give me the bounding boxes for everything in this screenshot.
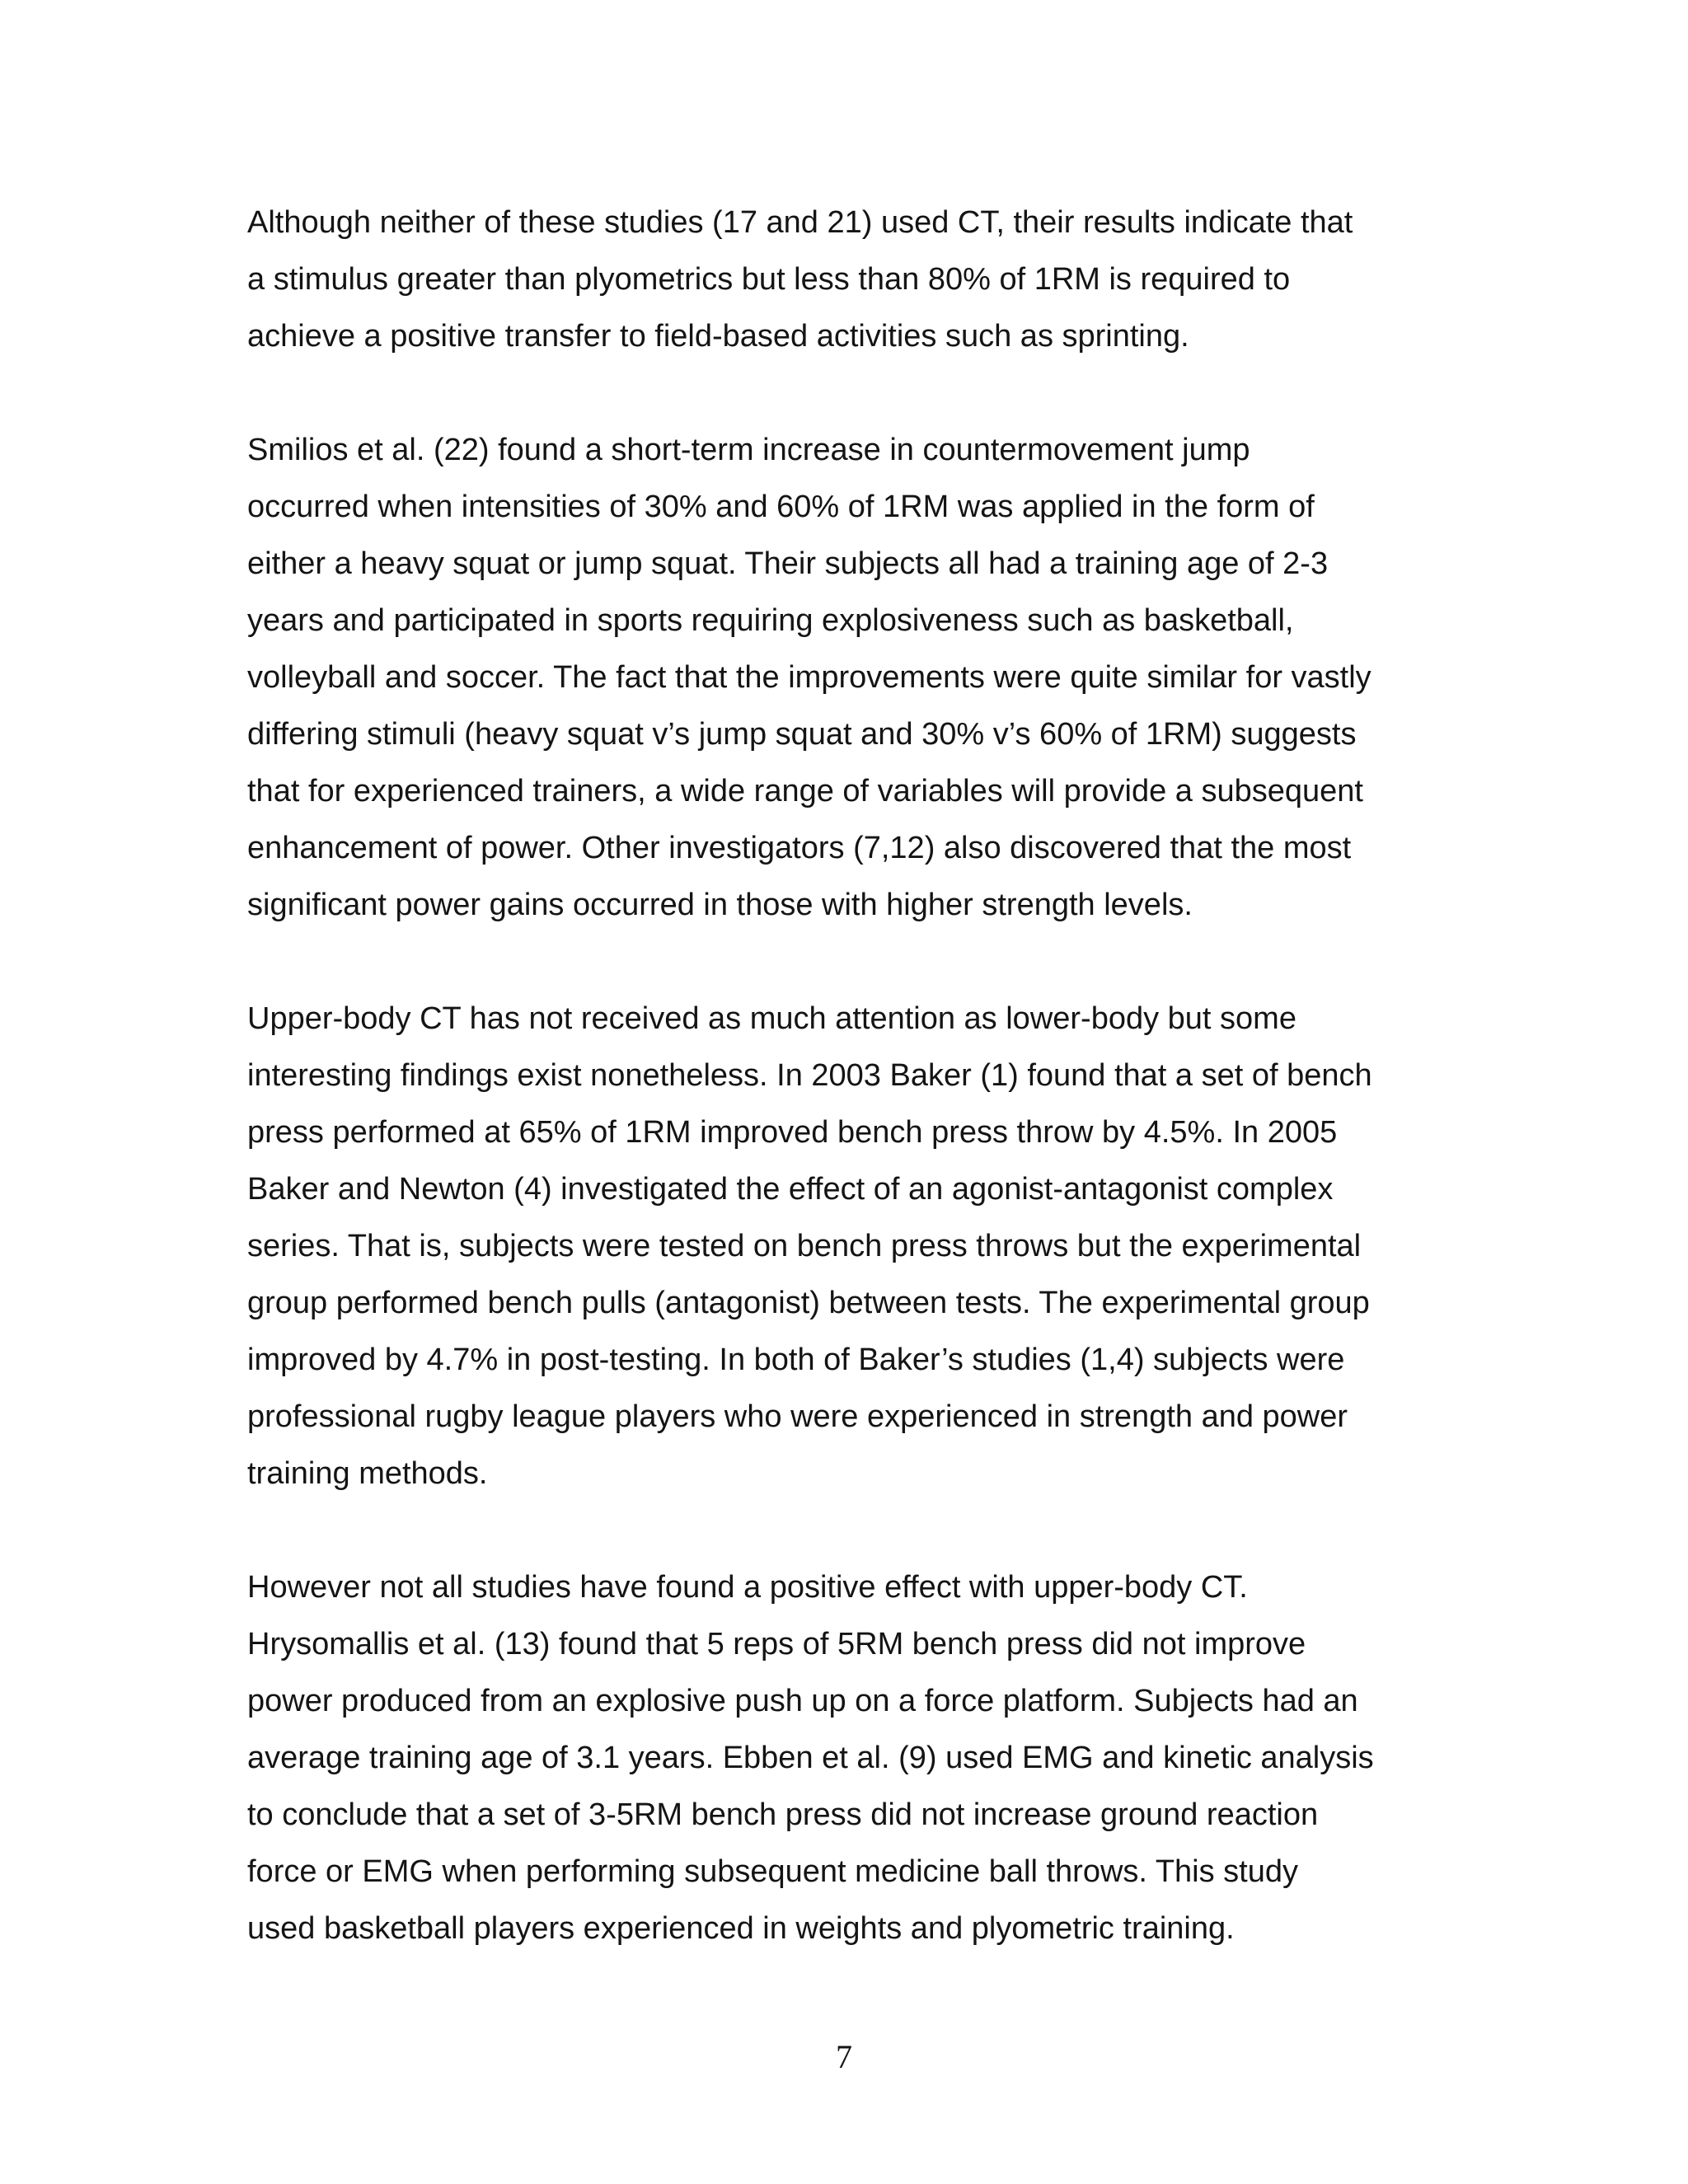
text-line: press performed at 65% of 1RM improved bench press throw by 4.5%. In 2005 (247, 1115, 1338, 1150)
text-line: interesting findings exist nonetheless. In 2003 Baker (1) found that a set of bench (247, 1058, 1372, 1093)
text-line: occurred when intensities of 30% and 60% of 1RM was applied in the form of (247, 490, 1315, 524)
text-line: series. That is, subjects were tested on bench press throws but the experimental (247, 1229, 1362, 1263)
text-line: used basketball players experienced in weights and plyometric training. (247, 1911, 1235, 1946)
text-line: training methods. (247, 1456, 488, 1491)
text-line: Upper-body CT has not received as much attention as lower-body but some (247, 1001, 1296, 1036)
body-text (247, 194, 1451, 1957)
text-line: achieve a positive transfer to field-based activities such as sprinting. (247, 319, 1189, 354)
text-line: improved by 4.7% in post-testing. In both of Baker’s studies (1,4) subjects were (247, 1343, 1345, 1377)
text-line: enhancement of power. Other investigators (7,12) also discovered that the most (247, 831, 1352, 865)
text-line: professional rugby league players who were experienced in strength and power (247, 1399, 1348, 1434)
text-line: force or EMG when performing subsequent medicine ball throws. This study (247, 1854, 1299, 1889)
text-line: to conclude that a set of 3-5RM bench press did not increase ground reaction (247, 1797, 1319, 1832)
text-line: volleyball and soccer. The fact that the improvements were quite similar for vastly (247, 660, 1372, 695)
text-line: power produced from an explosive push up on a force platform. Subjects had an (247, 1684, 1358, 1718)
text-line: either a heavy squat or jump squat. Their subjects all had a training age of 2-3 (247, 546, 1329, 581)
paragraph-smilios (247, 422, 1451, 934)
text-line: differing stimuli (heavy squat v’s jump squat and 30% v’s 60% of 1RM) suggests (247, 717, 1357, 752)
text-line: significant power gains occurred in those with higher strength levels. (247, 888, 1193, 922)
text-line: Smilios et al. (22) found a short-term increase in countermovement jump (247, 433, 1250, 467)
paragraph-ct-studies-summary (247, 194, 1451, 365)
text-line: average training age of 3.1 years. Ebben et al. (9) used EMG and kinetic analysis (247, 1741, 1374, 1775)
page-number: 7 (836, 2038, 852, 2075)
paragraph-upper-body-ct (247, 991, 1451, 1502)
text-line: Baker and Newton (4) investigated the effect of an agonist-antagonist complex (247, 1172, 1334, 1207)
text-line: that for experienced trainers, a wide range of variables will provide a subsequent (247, 774, 1363, 808)
text-line: Hrysomallis et al. (13) found that 5 reps of 5RM bench press did not improve (247, 1627, 1306, 1661)
text-line: Although neither of these studies (17 and 21) used CT, their results indicate that (247, 205, 1353, 240)
paragraph-negative-findings (247, 1559, 1451, 1957)
text-line: group performed bench pulls (antagonist) between tests. The experimental group (247, 1286, 1370, 1320)
text-line: years and participated in sports requiring explosiveness such as basketball, (247, 603, 1294, 638)
text-line: However not all studies have found a positive effect with upper-body CT. (247, 1570, 1248, 1605)
text-line: a stimulus greater than plyometrics but less than 80% of 1RM is required to (247, 262, 1291, 297)
